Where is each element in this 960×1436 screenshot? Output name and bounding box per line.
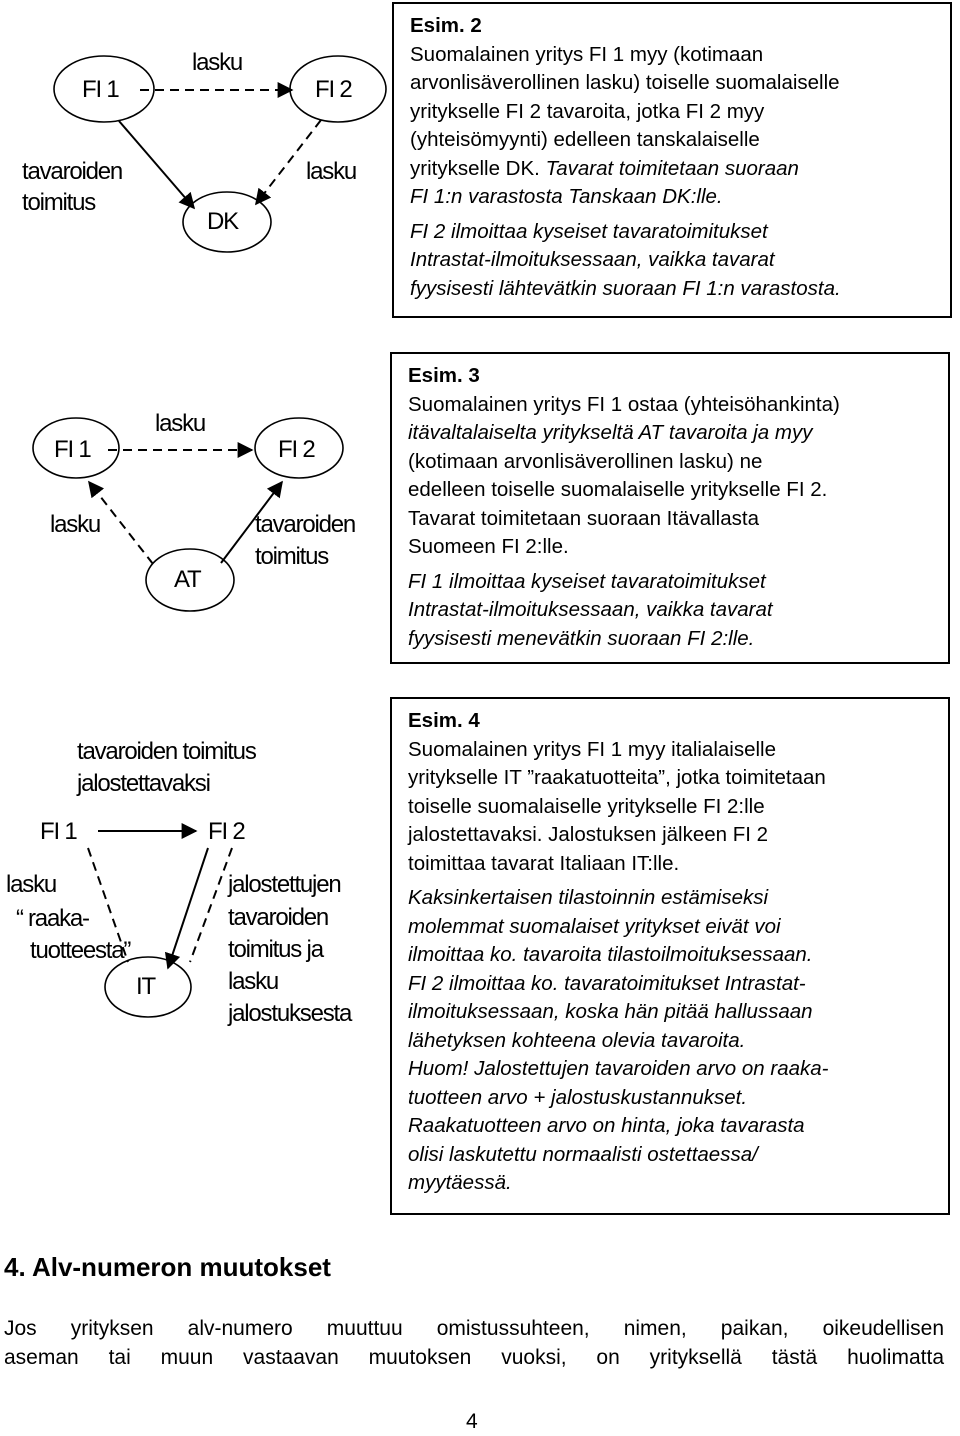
text-line: fyysisesti lähtevätkin suoraan FI 1:n varastosta.: [410, 276, 841, 300]
text-line: myytäessä.: [408, 1171, 512, 1194]
node-fi1: FI 1: [54, 436, 91, 463]
text-line: FI 1:n varastosta Tanskaan DK:lle.: [410, 185, 723, 208]
text-line: ilmoituksessaan, koska hän pitää hallussaan: [408, 1000, 813, 1023]
text-line: Raakatuotteen arvo on hinta, joka tavarasta: [408, 1114, 805, 1137]
text-line: Suomalainen yritys FI 1 myy italialaiselle: [408, 737, 776, 761]
text-line: yritykselle IT ”raakatuotteita”, jotka toimitetaan: [408, 766, 826, 789]
label-delivery-2: toimitus: [22, 189, 96, 216]
text-line: Suomalainen yritys FI 1 myy (kotimaan: [410, 42, 764, 66]
text-line: Tavarat toimitetaan suoraan Itävallasta: [408, 506, 759, 530]
label-right-3: toimitus ja: [228, 936, 323, 963]
label-top-2: jalostettavaksi: [77, 770, 210, 797]
text-line-mixed: [410, 155, 950, 184]
node-fi1: FI 1: [40, 818, 77, 845]
example2-title: Esim. 2: [410, 14, 482, 37]
text-line: FI 1 ilmoittaa kyseiset tavaratoimitukset: [408, 569, 766, 593]
text-line: itävaltalaiselta yritykseltä AT tavaroita ja myy: [408, 421, 813, 444]
text-line: Suomalainen yritys FI 1 ostaa (yhteisöhankinta): [408, 392, 840, 416]
example4-title: Esim. 4: [408, 709, 480, 732]
label-invoice-right: lasku: [306, 158, 357, 185]
example3-title: Esim. 3: [408, 364, 480, 387]
text-line: molemmat suomalaiset yritykset eivät voi: [408, 914, 781, 938]
text-line: toimittaa tavarat Italiaan IT:lle.: [408, 851, 680, 875]
text-line: tuotteen arvo + jalostuskustannukset.: [408, 1085, 748, 1109]
text-line: yritykselle FI 2 tavaroita, jotka FI 2 myy: [410, 99, 765, 123]
text-line: Intrastat-ilmoituksessaan, vaikka tavarat: [410, 248, 775, 271]
label-left-1: lasku: [6, 871, 57, 898]
example3-textbox: [390, 352, 950, 664]
label-right-1: jalostettujen: [228, 871, 341, 898]
example4-arrows: [0, 0, 392, 1010]
node-dk: DK: [207, 208, 238, 235]
example4-textbox: [390, 697, 950, 1215]
example2-textbox: [392, 2, 952, 318]
label-invoice-top: lasku: [192, 49, 243, 76]
label-left-3: tuotteesta”: [30, 937, 131, 964]
text-line: fyysisesti menevätkin suoraan FI 2:lle.: [408, 626, 755, 650]
text-line: edelleen toiselle suomalaiselle yritykselle FI 2.: [408, 478, 828, 501]
node-fi2: FI 2: [208, 818, 245, 845]
text-line: Kaksinkertaisen tilastoinnin estämiseksi: [408, 886, 769, 909]
text-line: FI 2 ilmoittaa kyseiset tavaratoimitukset: [410, 219, 768, 243]
section-body-line-2: aseman tai muun vastaavan muutoksen vuoksi, on yrityksellä tästä huolimatta: [4, 1346, 944, 1369]
label-top-1: tavaroiden toimitus: [77, 738, 256, 765]
node-fi1: FI 1: [82, 76, 119, 103]
text-line: Suomeen FI 2:lle.: [408, 535, 569, 558]
text-line: toiselle suomalaiselle yritykselle FI 2:lle: [408, 794, 765, 818]
label-left-2: “ raaka-: [16, 905, 89, 932]
node-fi2: FI 2: [315, 76, 352, 103]
text-line: ilmoittaa ko. tavaroita tilastoilmoituksessaan.: [408, 943, 813, 966]
text-part: yritykselle DK.: [410, 156, 546, 180]
label-left-2-text: raaka-: [28, 905, 89, 932]
text-line: lähetyksen kohteena olevia tavaroita.: [408, 1028, 746, 1052]
label-invoice-left: lasku: [50, 511, 101, 538]
section-body-line-1: Jos yrityksen alv-numero muuttuu omistussuhteen, nimen, paikan, oikeudellisen: [4, 1317, 944, 1340]
label-right-5: jalostuksesta: [228, 1000, 352, 1027]
label-delivery-1: tavaroiden: [22, 158, 123, 185]
text-line: olisi laskutettu normaalisti ostettaessa/: [408, 1142, 758, 1166]
text-line: Huom! Jalostettujen tavaroiden arvo on raaka-: [408, 1057, 829, 1080]
node-fi2: FI 2: [278, 436, 315, 463]
label-left-3-text: tuotteesta: [30, 937, 124, 964]
text-line: (yhteisömyynti) edelleen tanskalaiselle: [410, 128, 760, 151]
label-delivery-1: tavaroiden: [255, 511, 356, 538]
text-line: arvonlisäverollinen lasku) toiselle suomalaiselle: [410, 71, 840, 94]
page-number: 4: [466, 1410, 478, 1433]
label-right-2: tavaroiden: [228, 904, 329, 931]
label-delivery-2: toimitus: [255, 543, 329, 570]
text-line: (kotimaan arvonlisäverollinen lasku) ne: [408, 449, 763, 473]
section-heading: 4. Alv-numeron muutokset: [4, 1252, 331, 1282]
label-right-4: lasku: [228, 968, 279, 995]
text-line: jalostettavaksi. Jalostuksen jälkeen FI 2: [408, 823, 769, 846]
text-line: FI 2 ilmoittaa ko. tavaratoimitukset Intrastat-: [408, 971, 806, 995]
node-at: AT: [174, 566, 201, 593]
text-part-italic: Tavarat toimitetaan suoraan: [545, 156, 799, 180]
node-it: IT: [136, 973, 155, 1000]
text-line: Intrastat-ilmoituksessaan, vaikka tavarat: [408, 598, 773, 621]
label-invoice-top: lasku: [155, 410, 206, 437]
